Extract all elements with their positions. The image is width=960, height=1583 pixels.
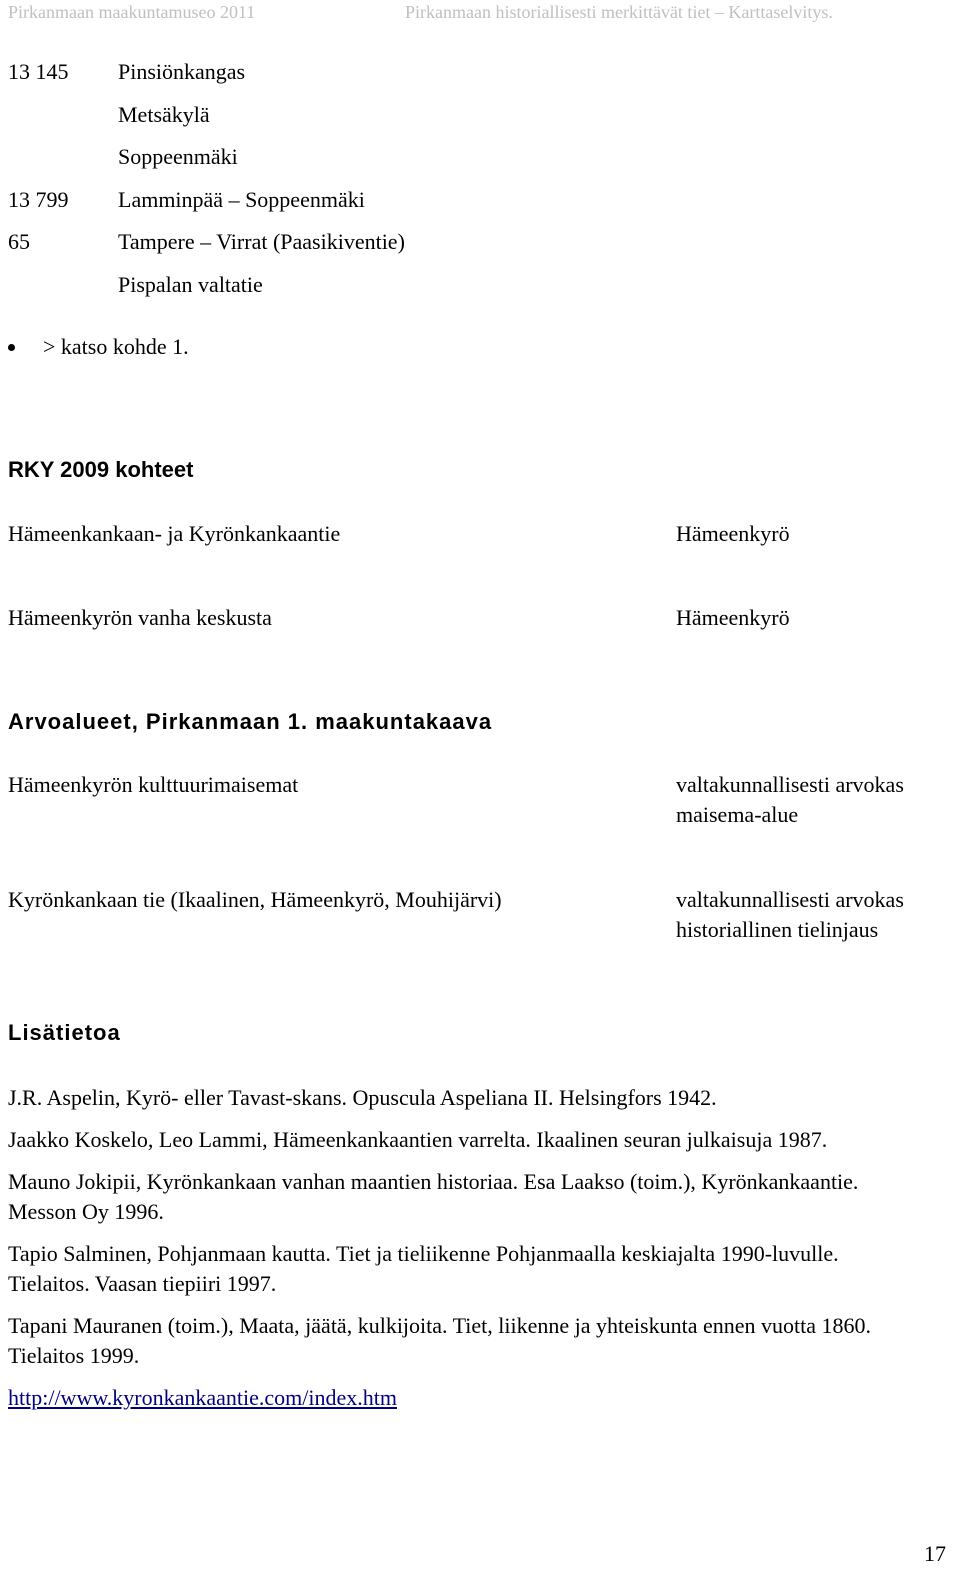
- arvoalue-value: valtakunnallisesti arvokas historiallinen tielinjaus: [676, 887, 904, 942]
- rky-item-name: Hämeenkankaan- ja Kyrönkankaantie: [8, 521, 341, 546]
- road-name: Pinsiönkangas: [118, 59, 246, 84]
- road-row: [8, 186, 908, 229]
- arvoalue-value: valtakunnallisesti arvokas maisema-alue: [676, 772, 904, 827]
- road-name: Lamminpää – Soppeenmäki: [118, 186, 365, 212]
- reference-list: [8, 1083, 908, 1425]
- see-also-text: > katso kohde 1.: [43, 334, 189, 359]
- road-row: [8, 228, 908, 271]
- header-museum: Pirkanmaan maakuntamuseo 2011: [8, 2, 256, 22]
- rky-heading: RKY 2009 kohteet: [8, 457, 194, 482]
- page-number: 17: [924, 1541, 946, 1566]
- road-number: 13 145: [8, 59, 69, 84]
- rky-item-place: Hämeenkyrö: [676, 605, 790, 630]
- road-name: Metsäkylä: [118, 101, 210, 127]
- arvoalue-name: Kyrönkankaan tie (Ikaalinen, Hämeenkyrö, Mouhijärvi): [8, 887, 502, 912]
- road-row: [8, 58, 908, 101]
- reference-item: Mauno Jokipii, Kyrönkankaan vanhan maantien historiaa. Esa Laakso (toim.), Kyrönkankaantie. Messon Oy 1996.: [8, 1169, 859, 1224]
- road-number: 13 799: [8, 186, 69, 212]
- reference-item: Tapani Mauranen (toim.), Maata, jäätä, kulkijoita. Tiet, liikenne ja yhteiskunta ennen vuotta 1860. Tielaitos 1999.: [8, 1313, 871, 1368]
- rky-item-name: Hämeenkyrön vanha keskusta: [8, 605, 272, 630]
- reference-item: Tapio Salminen, Pohjanmaan kautta. Tiet ja tieliikenne Pohjanmaalla keskiajalta 1990-luvulle. Tielaitos. Vaasan tiepiiri 1997.: [8, 1241, 839, 1296]
- road-list: [8, 58, 908, 313]
- bullet-dot-icon: [8, 344, 15, 351]
- road-name: Tampere – Virrat (Paasikiventie): [118, 229, 405, 254]
- arvoalue-name: Hämeenkyrön kulttuurimaisemat: [8, 772, 299, 797]
- road-number: 65: [8, 229, 30, 254]
- road-row: [8, 271, 908, 314]
- reference-item: Jaakko Koskelo, Leo Lammi, Hämeenkankaantien varrelta. Ikaalinen seuran julkaisuja 1987.: [8, 1127, 828, 1152]
- header-document-title: Pirkanmaan historiallisesti merkittävät tiet – Karttaselvitys.: [405, 2, 833, 22]
- reference-item: J.R. Aspelin, Kyrö- eller Tavast-skans. Opuscula Aspeliana II. Helsingfors 1942.: [8, 1085, 717, 1110]
- lisatietoa-heading: Lisätietoa: [8, 1020, 121, 1045]
- arvoalueet-heading: Arvoalueet, Pirkanmaan 1. maakuntakaava: [8, 709, 493, 734]
- running-header: [8, 2, 958, 26]
- road-row: [8, 143, 908, 186]
- website-link[interactable]: http://www.kyronkankaantie.com/index.htm: [8, 1385, 397, 1410]
- rky-item-place: Hämeenkyrö: [676, 521, 790, 546]
- road-name: Pispalan valtatie: [118, 271, 263, 297]
- road-row: [8, 101, 908, 144]
- road-name: Soppeenmäki: [118, 144, 238, 169]
